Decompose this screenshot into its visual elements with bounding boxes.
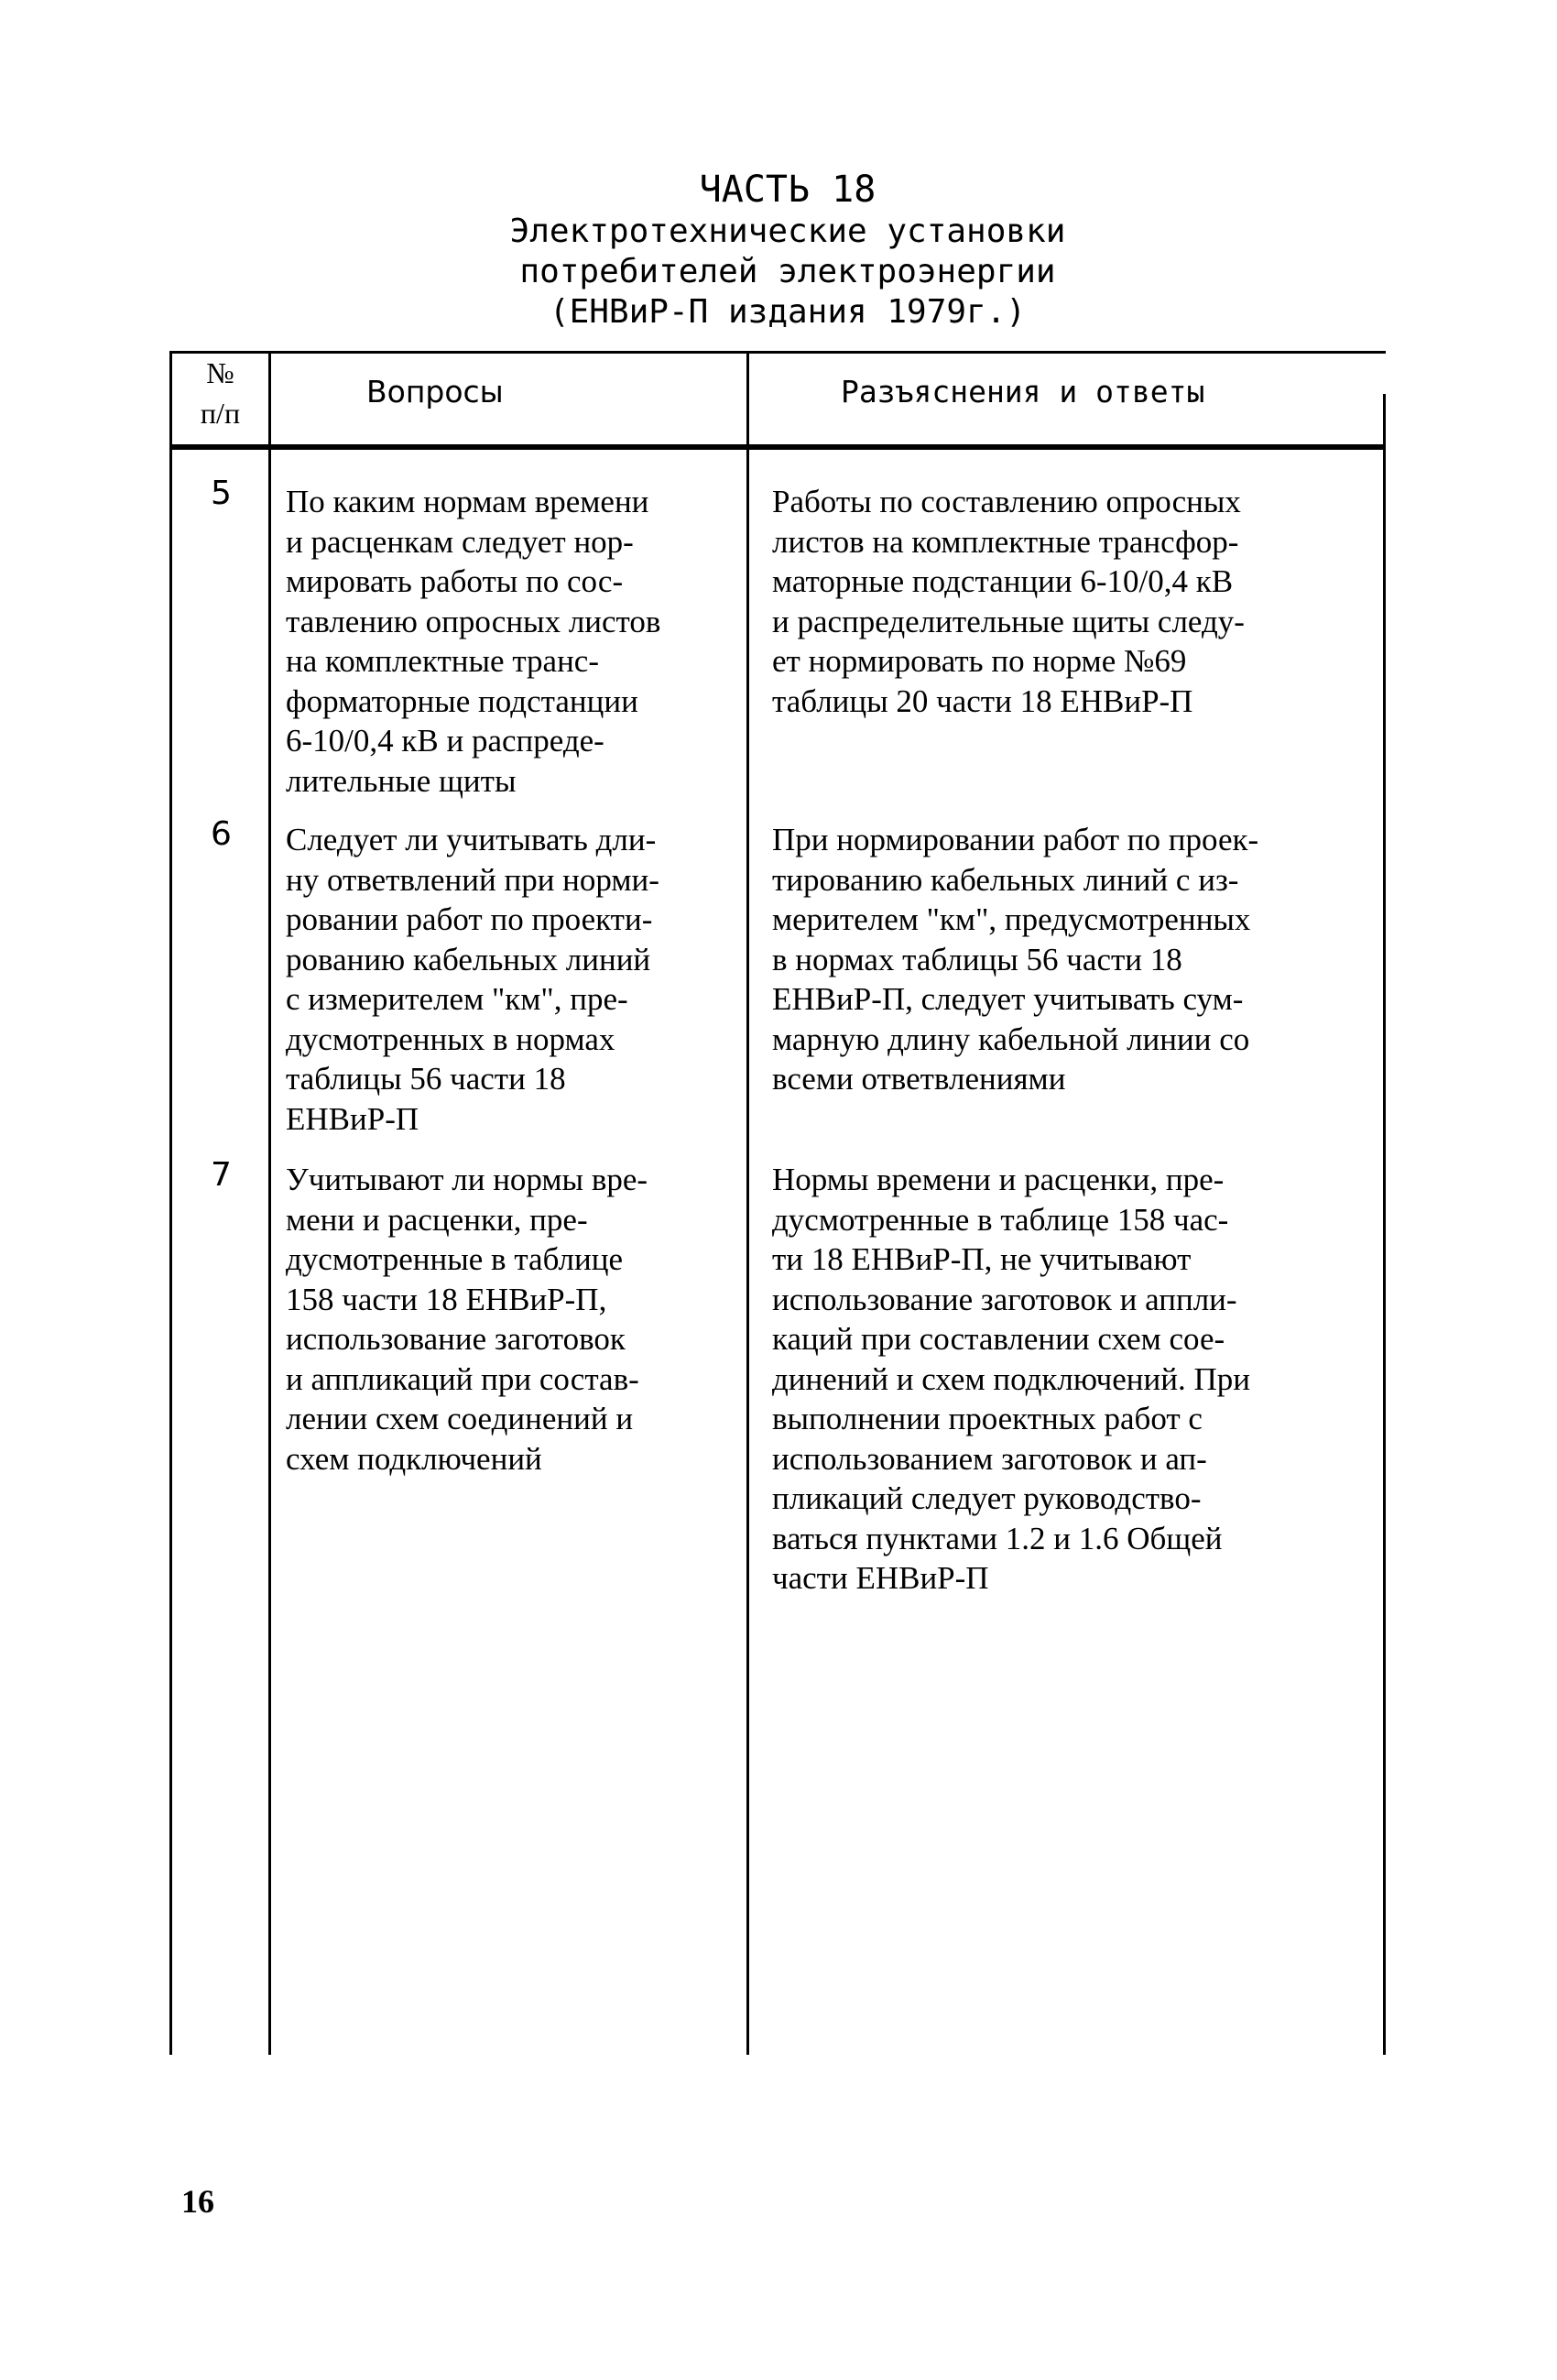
question-cell — [286, 482, 660, 801]
text-line: Работы по составлению опросных — [772, 484, 1241, 519]
text-line: таблицы 20 части 18 ЕНВиР-П — [772, 682, 1193, 719]
text-line: тированию кабельных линий с из- — [772, 861, 1239, 898]
text-line: мени и расценки, пре- — [286, 1201, 588, 1238]
question-cell — [286, 1160, 648, 1479]
text-line: части ЕНВиР-П — [772, 1560, 989, 1596]
text-line: марную длину кабельной линии со — [772, 1021, 1250, 1057]
text-line: использованием заготовок и ап- — [772, 1440, 1207, 1477]
text-line: 6-10/0,4 кВ и распреде- — [286, 723, 604, 759]
table-left-border — [169, 351, 172, 2055]
answer-cell — [772, 1160, 1250, 1599]
table-top-border — [169, 351, 1386, 354]
column-header-questions: Вопросы — [366, 374, 504, 409]
section-title-line-1: Электротехнические установки — [509, 213, 1066, 250]
text-line: использование заготовок и аппли- — [772, 1281, 1237, 1317]
text-line: 158 части 18 ЕНВиР-П, — [286, 1281, 607, 1317]
text-line: и распределительные щиты следу- — [772, 603, 1245, 639]
table-right-border — [1383, 394, 1386, 2055]
document-header — [0, 169, 1557, 333]
column-header-answers: Разъяснения и ответы — [841, 374, 1205, 409]
text-line: форматорные подстанции — [286, 682, 638, 719]
text-line: каций при составлении схем сое- — [772, 1321, 1225, 1357]
column-header-number — [172, 353, 268, 433]
text-line: и расценкам следует нор- — [286, 523, 634, 560]
text-line: лении схем соединений и — [286, 1401, 634, 1436]
text-line: дусмотренные в таблице 158 час- — [772, 1201, 1229, 1238]
answer-cell — [772, 482, 1245, 721]
text-line: маторные подстанции 6-10/0,4 кВ — [772, 563, 1234, 599]
text-line: При нормировании работ по проек- — [772, 822, 1259, 857]
row-number: 6 — [211, 815, 232, 853]
table-header-divider — [169, 444, 1386, 450]
text-line: схем подключений — [286, 1440, 542, 1477]
text-line: дусмотренные в таблице — [286, 1241, 623, 1277]
text-line: рованию кабельных линий — [286, 941, 651, 977]
column-divider-questions — [746, 351, 749, 2055]
column-header-number-line-2: п/п — [200, 397, 241, 430]
text-line: в нормах таблицы 56 части 18 — [772, 941, 1182, 977]
text-line: всеми ответвлениями — [772, 1061, 1066, 1097]
text-line: Учитывают ли нормы вре- — [286, 1162, 648, 1197]
row-number: 7 — [211, 1156, 232, 1194]
text-line: мерителем "км", предусмотренных — [772, 901, 1251, 937]
text-line: использование заготовок — [286, 1321, 626, 1357]
text-line: на комплектные транс- — [286, 643, 600, 679]
text-line: мировать работы по сос- — [286, 563, 624, 599]
text-line: Нормы времени и расценки, пре- — [772, 1162, 1225, 1197]
text-line: дусмотренных в нормах — [286, 1021, 615, 1057]
text-line: ЕНВиР-П — [286, 1100, 419, 1137]
text-line: лительные щиты — [286, 762, 517, 799]
column-header-number-line-1: № — [206, 356, 234, 389]
text-line: листов на комплектные трансфор- — [772, 523, 1239, 560]
text-line: динений и схем подключений. При — [772, 1360, 1251, 1397]
text-line: пликаций следует руководство- — [772, 1480, 1202, 1516]
text-line: ет нормировать по норме №69 — [772, 643, 1187, 679]
text-line: ровании работ по проекти- — [286, 901, 653, 937]
text-line: с измерителем "км", пре- — [286, 981, 628, 1017]
text-line: По каким нормам времени — [286, 484, 649, 519]
section-title-line-2: потребителей электроэнергии — [519, 253, 1056, 290]
text-line: ваться пунктами 1.2 и 1.6 Общей — [772, 1520, 1223, 1556]
answer-cell — [772, 820, 1258, 1099]
text-line: и аппликаций при состав- — [286, 1360, 639, 1397]
page-number: 16 — [181, 2183, 214, 2220]
text-line: тавлению опросных листов — [286, 603, 661, 639]
text-line: ну ответвлений при норми- — [286, 861, 659, 898]
part-title: ЧАСТЬ 18 — [699, 169, 876, 211]
text-line: Следует ли учитывать дли- — [286, 822, 657, 857]
text-line: ЕНВиР-П, следует учитывать сум- — [772, 981, 1244, 1017]
column-divider-num — [268, 351, 271, 2055]
text-line: таблицы 56 части 18 — [286, 1061, 566, 1097]
section-title-line-3: (ЕНВиР-П издания 1979г.) — [549, 293, 1027, 331]
question-cell — [286, 820, 659, 1139]
text-line: ти 18 ЕНВиР-П, не учитывают — [772, 1241, 1192, 1277]
row-number: 5 — [211, 475, 232, 512]
text-line: выполнении проектных работ с — [772, 1401, 1203, 1436]
